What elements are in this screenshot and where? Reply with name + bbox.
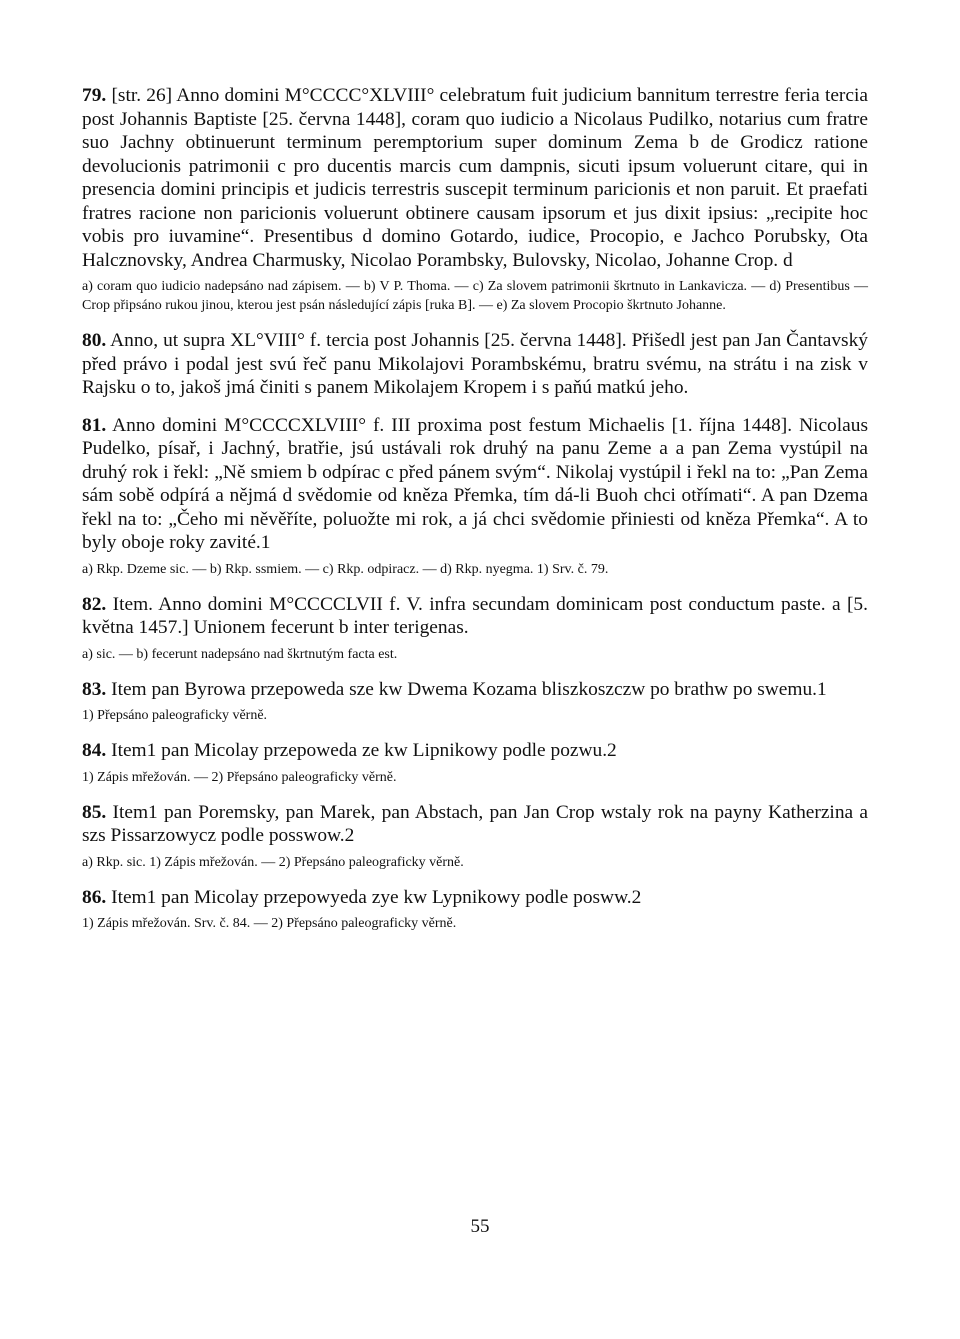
entry-body: Item. Anno domini M°CCCCLVII f. V. infra secundam dominicam post conductum paste. a [5. května 1457.] Unionem fecerunt b inter terigenas. — [82, 593, 868, 638]
entry-79 — [82, 84, 868, 315]
entry-number: 84. — [82, 740, 107, 761]
footnotes: 1) Zápis mřežován. Srv. č. 84. — 2) Přepsáno paleograficky věrně. — [82, 916, 457, 931]
entry-number: 80. — [82, 330, 107, 351]
entry-text — [82, 678, 868, 702]
entry-text — [82, 593, 868, 640]
entry-80 — [82, 329, 868, 400]
footnotes: a) Rkp. sic. 1) Zápis mřežován. — 2) Přepsáno paleograficky věrně. — [82, 854, 464, 870]
entry-body: Anno, ut supra XL°VIII° f. tercia post Johannis [25. června 1448]. Přišedl jest pan Jan Čantavský před právo i podal jest svú řeč panu Mikolajovi Porambskému, bratru svému, na strátu i na zisk v Rajsku o to, jakoš jmá činiti s panem Mikolajem Kropem i s paňú matkú jeho. — [82, 330, 868, 398]
footnotes: 1) Zápis mřežován. — 2) Přepsáno paleograficky věrně. — [82, 769, 397, 785]
entry-85 — [82, 801, 868, 872]
entry-body: [str. 26] Anno domini M°CCCC°XLVIII° celebratum fuit judicium bannitum terrestre feria tercia post Johannis Baptiste [25. června 1448], coram quo iudicio a Nicolaus Pudilko, notarius cum fratre suo Jachny obtinuerunt terminum peremptorium super dominum Zema b de Grodicz ratione devolucionis patrimonii c pro ducentis marcis cum dampnis, sicuti ipsum voluerunt citare, qui in presencia domini principis et judicis terrestris suscepit terminum paricionis et non paruit. Et praefati fratres racione non paricionis voluerunt obtinere causam ipsorum et jus dixit ipsius: „recipite hoc vobis pro iuvamine“. Presentibus d domino Gotardo, iudice, Procopio, e Jachco Porubsky, Ota Halcznovsky, Andrea Charmusky, Nicolao Porambsky, Bulovsky, Nicolao, Johanne Crop. d — [82, 85, 868, 271]
document-page — [82, 84, 868, 947]
entry-body: Anno domini M°CCCCXLVIII° f. III proxima post festum Michaelis [1. října 1448]. Nicolaus Pudelko, písař, i Jachný, bratřie, jsú ustávali rok druhý na panu Zeme a a pan Zema vystúpil na druhý rok i řekl: „Ně smiem b odpírac c před pánem svým“. Nikolaj vystúpil i řekl na to: „Pan Zema sám sobě odpírá a nějmá d svědomie od kněza Přemka, tím dá-li Buoh chci otřímati“. A pan Dzema řekl na to: „Čeho mi něvěříte, poluožte mi rok, a já chci svědomie přiniesti od kněza Přemka“. A to byly oboje roky zavité.1 — [82, 414, 868, 553]
entry-81 — [82, 414, 868, 579]
entry-83 — [82, 678, 868, 726]
footnotes: a) Rkp. Dzeme sic. — b) Rkp. ssmiem. — c) Rkp. odpiracz. — d) Rkp. nyegma. 1) Srv. č. 79. — [82, 561, 609, 577]
footnotes: 1) Přepsáno paleograficky věrně. — [82, 708, 268, 723]
entry-body: Item1 pan Micolay przepoweda ze kw Lipnikowy podle pozwu.2 — [111, 740, 617, 761]
entry-text — [82, 886, 868, 910]
entry-number: 85. — [82, 801, 107, 823]
entry-number: 83. — [82, 678, 107, 700]
entry-number: 79. — [82, 85, 107, 106]
entry-number: 86. — [82, 886, 107, 908]
entry-82 — [82, 593, 868, 664]
entry-84 — [82, 739, 868, 787]
page-number: 55 — [470, 1216, 490, 1237]
entry-body: Item1 pan Poremsky, pan Marek, pan Abstach, pan Jan Crop wstaly rok na payny Katherzina a szs Pissarzowycz podle posswow.2 — [82, 801, 868, 846]
entry-body: Item pan Byrowa przepoweda sze kw Dwema Kozama bliszkoszczw po brathw po swemu.1 — [111, 678, 827, 700]
entry-number: 82. — [82, 593, 107, 615]
entry-number: 81. — [82, 414, 107, 436]
entry-body: Item1 pan Micolay przepowyeda zye kw Lypnikowy podle posww.2 — [111, 886, 642, 908]
entry-86 — [82, 886, 868, 934]
entry-text — [82, 329, 868, 400]
footnotes: a) sic. — b) fecerunt nadepsáno nad škrtnutým facta est. — [82, 646, 398, 662]
entry-text — [82, 739, 868, 763]
entry-text — [82, 414, 868, 555]
footnotes: a) coram quo iudicio nadepsáno nad zápisem. — b) V P. Thoma. — c) Za slovem patrimonii škrtnuto in Lankavicza. — d) Presentibus — Crop připsáno rukou jinou, kterou jest psán následující zápis [ruka B]. — e) Za slovem Procopio škrtnuto Johanne. — [82, 279, 868, 313]
entry-text — [82, 84, 868, 272]
entry-text — [82, 801, 868, 848]
